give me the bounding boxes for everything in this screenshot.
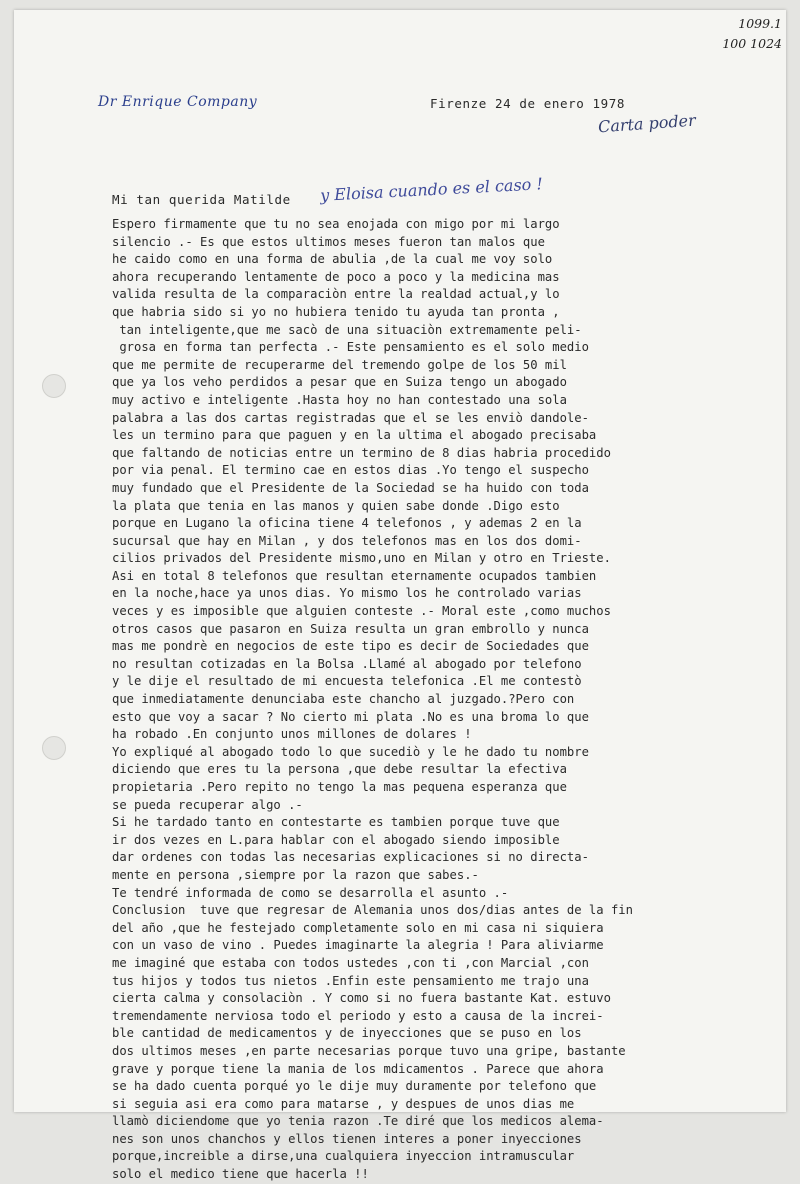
- body-line: tremendamente nerviosa todo el periodo y esto a causa de la increi-: [112, 1008, 604, 1023]
- letterhead: Dr Enrique Company: [98, 94, 258, 110]
- body-line: he caido como en una forma de abulia ,de la cual me voy solo: [112, 252, 553, 267]
- letter-page: [14, 10, 786, 1182]
- body-line: si seguia asi era como para matarse , y despues de unos dias me: [112, 1096, 575, 1111]
- archive-mark: 100 1024: [722, 36, 782, 51]
- body-line: Espero firmamente que tu no sea enojada con migo por mi largo: [112, 217, 560, 231]
- body-line: grave y porque tiene la mania de los mdicamentos . Parece que ahora: [112, 1061, 604, 1076]
- body-line: Asi en total 8 telefonos que resultan eternamente ocupados tambien: [112, 568, 597, 583]
- body-line: propietaria .Pero repito no tengo la mas pequena esperanza que: [112, 780, 567, 794]
- body-line: dos ultimos meses ,en parte necesarias porque tuvo una gripe, bastante: [112, 1043, 626, 1058]
- body-line: Conclusion tuve que regresar de Alemania unos dos/dias antes de la fin: [112, 903, 633, 918]
- body-line: se ha dado cuenta porqué yo le dije muy duramente por telefono que: [112, 1079, 597, 1094]
- body-line: valida resulta de la comparaciòn entre la realdad actual,y lo: [112, 287, 560, 302]
- body-line: por via penal. El termino cae en estos dias .Yo tengo el suspecho: [112, 463, 589, 478]
- body-line: del año ,que he festejado completamente solo en mi casa ni siquiera: [112, 920, 604, 935]
- body-line: silencio .- Es que estos ultimos meses fueron tan malos que: [112, 234, 545, 249]
- body-line: Yo expliqué al abogado todo lo que sucediò y le he dado tu nombre: [112, 744, 589, 759]
- archive-mark: 1099.1: [738, 16, 782, 31]
- body-line: en la noche,hace ya unos dias. Yo mismo los he controlado varias: [112, 586, 582, 601]
- body-line: esto que voy a sacar ? No cierto mi plata .No es una broma lo que: [112, 709, 589, 724]
- body-line: muy fundado que el Presidente de la Sociedad se ha huido con toda: [112, 480, 589, 495]
- body-line: grosa en forma tan perfecta .- Este pensamiento es el solo medio: [112, 340, 589, 355]
- body-line: no resultan cotizadas en la Bolsa .Llamé al abogado por telefono: [112, 656, 582, 671]
- body-line: porque,increible a dirse,una cualquiera inyeccion intramuscular: [112, 1149, 575, 1164]
- body-line: la plata que tenia en las manos y quien sabe donde .Digo esto: [112, 498, 560, 513]
- body-line: nes son unos chanchos y ellos tienen interes a poner inyecciones: [112, 1131, 582, 1146]
- body-line: palabra a las dos cartas registradas que el se les enviò dandole-: [112, 410, 589, 425]
- body-line: solo el medico tiene que hacerla !!: [112, 1167, 369, 1182]
- body-line: que habria sido si yo no hubiera tenido tu ayuda tan pronta ,: [112, 304, 560, 319]
- body-line: llamò diciendome que yo tenia razon .Te diré que los medicos alema-: [112, 1114, 604, 1129]
- body-line: diciendo que eres tu la persona ,que debe resultar la efectiva: [112, 762, 567, 777]
- body-line: se pueda recuperar algo .-: [112, 797, 303, 812]
- body-line: porque en Lugano la oficina tiene 4 telefonos , y ademas 2 en la: [112, 516, 582, 531]
- body-line: cierta calma y consolaciòn . Y como si no fuera bastante Kat. estuvo: [112, 991, 611, 1006]
- archive-marks: [722, 14, 782, 54]
- body-line: que inmediatamente denunciaba este chancho al juzgado.?Pero con: [112, 692, 575, 707]
- body-line: que me permite de recuperarme del tremendo golpe de los 50 mil: [112, 357, 567, 372]
- body-line: ahora recuperando lentamente de poco a poco y la medicina mas: [112, 269, 560, 284]
- punch-hole-bottom: [42, 736, 66, 760]
- body-line: que faltando de noticias entre un termino de 8 dias habria procedido: [112, 445, 611, 460]
- body-line: ha robado .En conjunto unos millones de dolares !: [112, 727, 472, 742]
- body-line: muy activo e inteligente .Hasta hoy no han contestado una sola: [112, 392, 567, 407]
- body-line: otros casos que pasaron en Suiza resulta un gran embrollo y nunca: [112, 621, 589, 636]
- body-line: mente en persona ,siempre por la razon que sabes.-: [112, 867, 479, 882]
- body-line: con un vaso de vino . Puedes imaginarte la alegria ! Para aliviarme: [112, 938, 604, 953]
- body-line: les un termino para que paguen y en la ultima el abogado precisaba: [112, 428, 597, 443]
- body-line: ble cantidad de medicamentos y de inyecciones que se puso en los: [112, 1026, 582, 1041]
- body-line: dar ordenes con todas las necesarias explicaciones si no directa-: [112, 850, 589, 865]
- body-line: Si he tardado tanto en contestarte es tambien porque tuve que: [112, 815, 560, 830]
- handwritten-note: Carta poder: [597, 110, 697, 137]
- body-line: sucursal que hay en Milan , y dos telefonos mas en los dos domi-: [112, 533, 582, 548]
- body-line: tan inteligente,que me sacò de una situaciòn extremamente peli-: [112, 322, 582, 337]
- body-line: cilios privados del Presidente mismo,uno en Milan y otro en Trieste.: [112, 551, 611, 566]
- letter-body: [112, 216, 772, 1184]
- salutation: Mi tan querida Matilde: [112, 192, 291, 207]
- handwritten-addition: y Eloisa cuando es el caso !: [319, 174, 544, 205]
- letter-date: Firenze 24 de enero 1978: [430, 96, 626, 111]
- body-line: Te tendré informada de como se desarrolla el asunto .-: [112, 885, 509, 900]
- body-line: que ya los veho perdidos a pesar que en Suiza tengo un abogado: [112, 375, 567, 390]
- body-line: me imaginé que estaba con todos ustedes ,con ti ,con Marcial ,con: [112, 955, 589, 970]
- body-line: veces y es imposible que alguien conteste .- Moral este ,como muchos: [112, 604, 611, 619]
- body-line: ir dos vezes en L.para hablar con el abogado siendo imposible: [112, 832, 560, 847]
- body-line: tus hijos y todos tus nietos .Enfin este pensamiento me trajo una: [112, 973, 589, 988]
- punch-hole-top: [42, 374, 66, 398]
- body-line: y le dije el resultado de mi encuesta telefonica .El me contestò: [112, 674, 582, 689]
- body-line: mas me pondrè en negocios de este tipo es decir de Sociedades que: [112, 639, 589, 654]
